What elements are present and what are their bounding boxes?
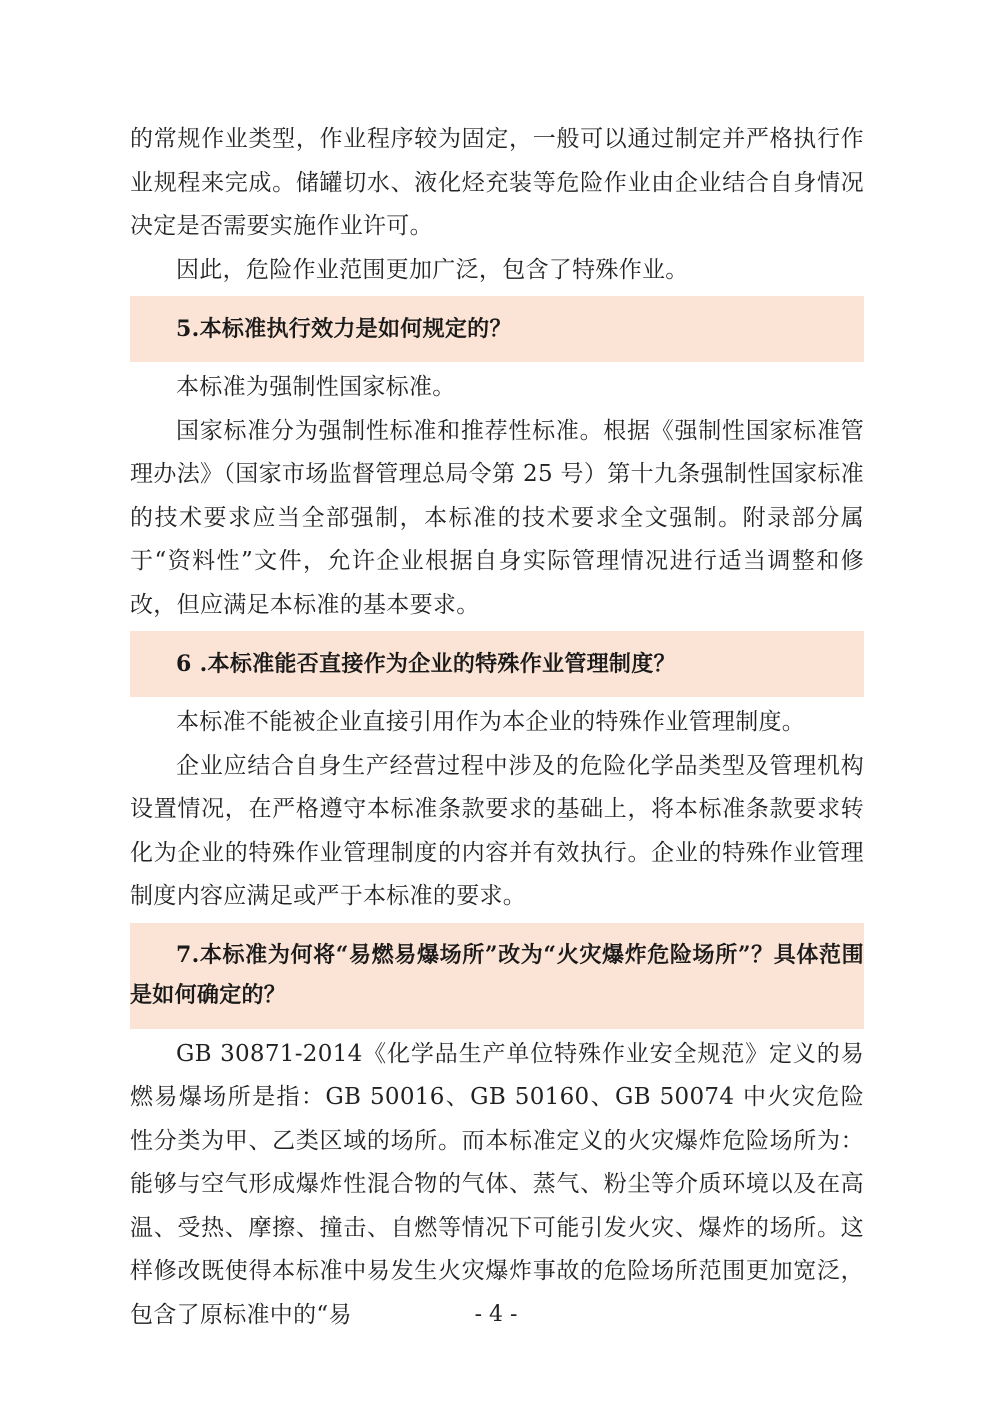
page-number: - 4 - [474, 1302, 518, 1327]
section-heading-7: 7.本标准为何将“易燃易爆场所”改为“火灾爆炸危险场所”？具体范围是如何确定的？ [130, 923, 864, 1029]
paragraph-continuation: 的常规作业类型，作业程序较为固定，一般可以通过制定并严格执行作业规程来完成。储罐切水、液化烃充装等危险作业由企业结合自身情况决定是否需要实施作业许可。 [130, 126, 864, 239]
paragraph-conclusion: 因此，危险作业范围更加广泛，包含了特殊作业。 [176, 256, 689, 283]
paragraph-6-detail: 企业应结合自身生产经营过程中涉及的危险化学品类型及管理机构设置情况，在严格遵守本标准条款要求的基础上，将本标准条款要求转化为企业的特殊作业管理制度的内容并有效执行。企业的特殊作业管理制度内容应满足或严于本标准的要求。 [130, 752, 864, 909]
paragraph-7-detail: GB 30871-2014《化学品生产单位特殊作业安全规范》定义的易燃易爆场所是指：GB 50016、GB 50160、GB 50074 中火灾危险性分类为甲、乙类区域的场所。而本标准定义的火灾爆炸危险场所为：能够与空气形成爆炸性混合物的气体、蒸气、粉尘等介质环境以及在高温、受热、摩擦、撞击、自燃等情况下可能引发火灾、爆炸的场所。这样修改既使得本标准中易发生火灾爆炸事故的危险场所范围更加宽泛，包含了原标准中的“易 [130, 1040, 864, 1328]
section-heading-6: 6 .本标准能否直接作为企业的特殊作业管理制度？ [130, 631, 864, 697]
document-body [130, 118, 864, 1337]
paragraph-5-answer: 本标准为强制性国家标准。 [176, 374, 456, 400]
paragraph-5-detail: 国家标准分为强制性标准和推荐性标准。根据《强制性国家标准管理办法》（国家市场监督管理总局令第 25 号）第十九条强制性国家标准的技术要求应当全部强制，本标准的技术要求全文强制。附录部分属于“资料性”文件，允许企业根据自身实际管理情况进行适当调整和修改，但应满足本标准的基本要求。 [130, 417, 864, 618]
paragraph-6-answer: 本标准不能被企业直接引用作为本企业的特殊作业管理制度。 [176, 709, 806, 735]
section-heading-5: 5.本标准执行效力是如何规定的？ [130, 296, 864, 362]
